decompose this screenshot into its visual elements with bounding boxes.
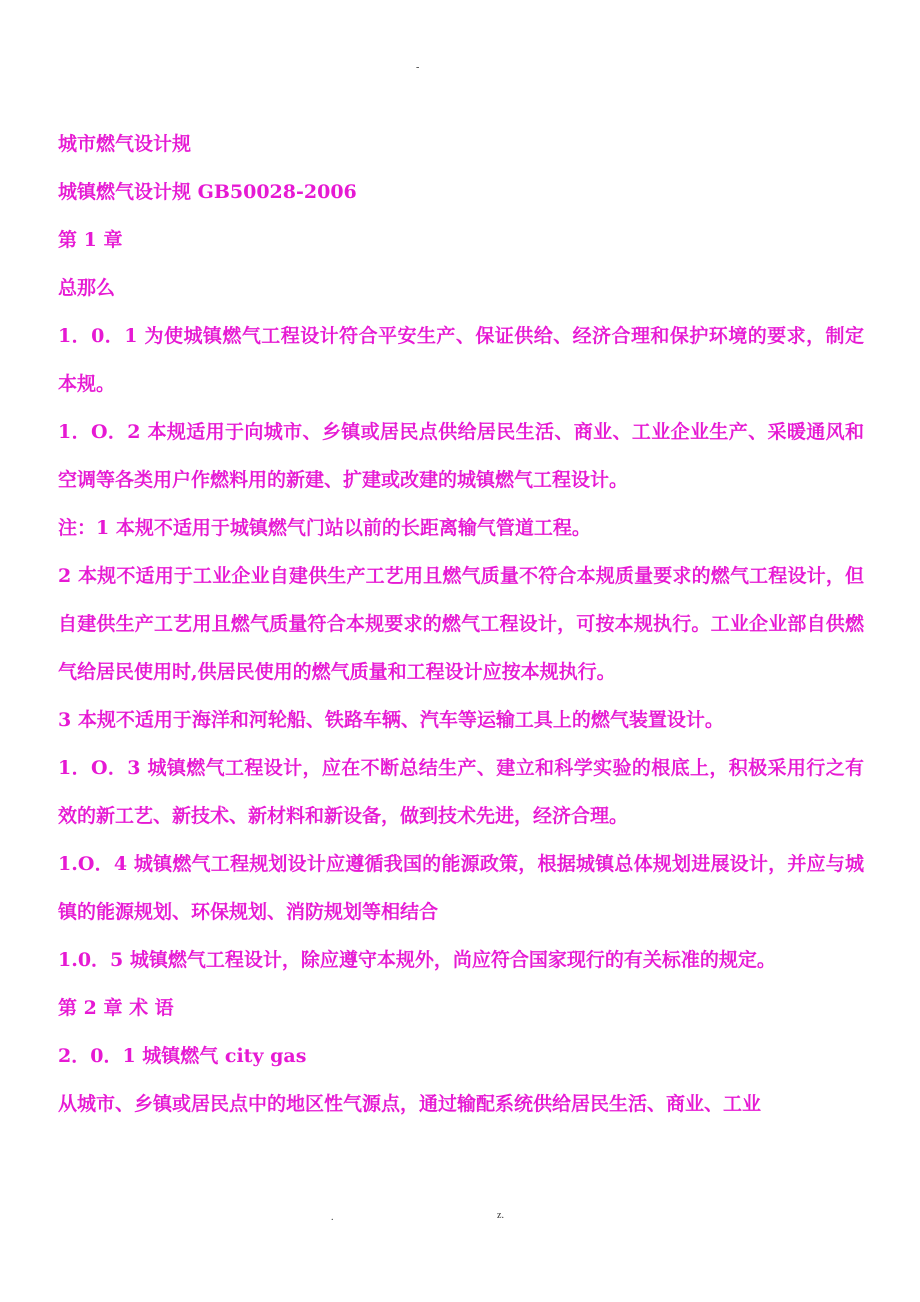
chapter-2-heading: 第 2 章 术 语 [58, 997, 174, 1019]
clause-2-0-1: 2．0．1 城镇燃气 city gas [58, 1045, 307, 1067]
definition-city-gas: 从城市、乡镇或居民点中的地区性气源点，通过输配系统供给居民生活、商业、工业 [58, 1093, 762, 1115]
clause-1-0-2: 1．O．2 本规适用于向城市、乡镇或居民点供给居民生活、商业、工业企业生产、采暖通风和空调等各类用户作燃料用的新建、扩建或改建的城镇燃气工程设计。 [58, 421, 864, 491]
document-body [58, 120, 864, 1128]
clause-1-0-1: 1．0．1 为使城镇燃气工程设计符合平安生产、保证供给、经济合理和保护环境的要求，制定本规。 [58, 325, 864, 395]
page-footer-left-mark: . [331, 1212, 334, 1223]
clause-1-0-4: 1.O．4 城镇燃气工程规划设计应遵循我国的能源政策，根据城镇总体规划进展设计，并应与城镇的能源规划、环保规划、消防规划等相结合 [58, 853, 864, 923]
page-footer-right-mark: z. [497, 1210, 504, 1221]
chapter-1-heading: 第 1 章 [58, 229, 123, 251]
doc-title: 城市燃气设计规 [58, 133, 192, 155]
doc-subtitle: 城镇燃气设计规 GB50028-2006 [58, 181, 357, 203]
clause-1-0-5: 1.0．5 城镇燃气工程设计，除应遵守本规外，尚应符合国家现行的有关标准的规定。 [58, 949, 776, 971]
page-header-mark: - [416, 62, 420, 73]
section-general-heading: 总那么 [58, 277, 116, 299]
note-2: 2 本规不适用于工业企业自建供生产工艺用且燃气质量不符合本规质量要求的燃气工程设计，但自建供生产工艺用且燃气质量符合本规要求的燃气工程设计，可按本规执行。工业企业部自供燃气给居民使用时,供居民使用的燃气质量和工程设计应按本规执行。 [58, 565, 864, 683]
note-1: 注：1 本规不适用于城镇燃气门站以前的长距离输气管道工程。 [58, 517, 591, 539]
note-3: 3 本规不适用于海洋和河轮船、铁路车辆、汽车等运输工具上的燃气装置设计。 [58, 709, 724, 731]
clause-1-0-3: 1．O．3 城镇燃气工程设计，应在不断总结生产、建立和科学实验的根底上，积极采用行之有效的新工艺、新技术、新材料和新设备，做到技术先进，经济合理。 [58, 757, 864, 827]
